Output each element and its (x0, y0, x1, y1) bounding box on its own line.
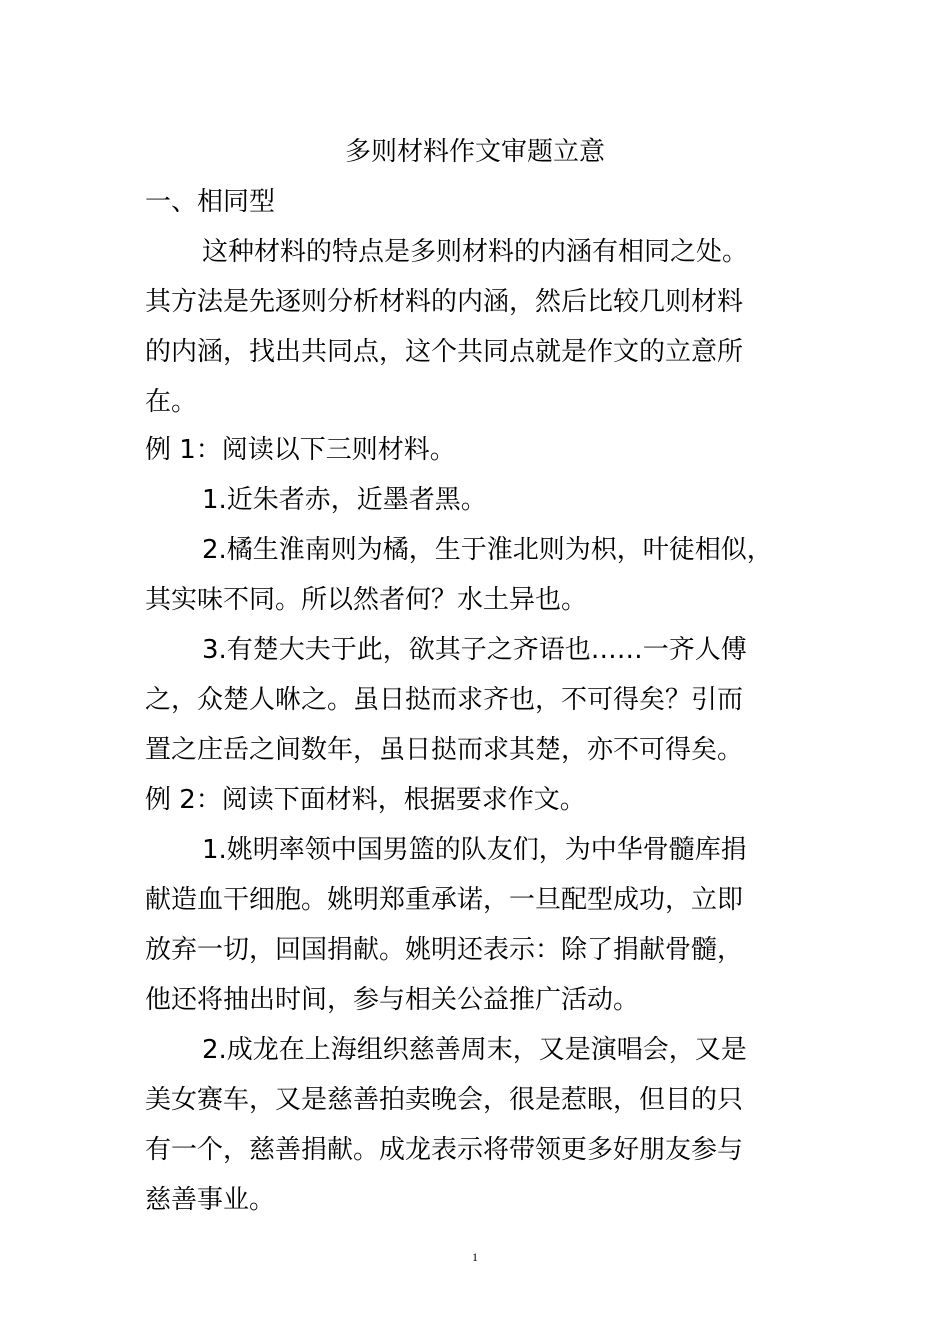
example-2-item-2-line: 有一个，慈善捐献。成龙表示将带领更多好朋友参与 (145, 1135, 744, 1165)
example-2-item-1-line: 献造血干细胞。姚明郑重承诺，一旦配型成功，立即 (145, 885, 744, 915)
example-2-item-2-line: 慈善事业。 (145, 1185, 276, 1215)
section-heading: 一、相同型 (145, 187, 276, 217)
example-1-item-3-line: 3.有楚大夫于此，欲其子之齐语也……一齐人傅 (202, 635, 747, 665)
page-number: 1 (472, 1250, 478, 1264)
example-1-item-3-line: 之，众楚人咻之。虽日挞而求齐也，不可得矣？引而 (145, 685, 744, 715)
intro-line: 在。 (145, 387, 198, 417)
example-2-item-1-line: 他还将抽出时间，参与相关公益推广活动。 (145, 985, 640, 1015)
example-2-item-2-line: 美女赛车，又是慈善拍卖晚会，很是惹眼，但目的只 (145, 1085, 744, 1115)
intro-line: 的内涵，找出共同点，这个共同点就是作文的立意所 (145, 337, 744, 367)
intro-line: 这种材料的特点是多则材料的内涵有相同之处。 (202, 237, 749, 267)
document-title: 多则材料作文审题立意 (344, 137, 605, 167)
example-1-item-2-line: 其实味不同。所以然者何？水土异也。 (145, 585, 588, 615)
example-2-item-2-line: 2.成龙在上海组织慈善周末，又是演唱会，又是 (202, 1035, 747, 1065)
example-1-item-3-line: 置之庄岳之间数年，虽日挞而求其楚，亦不可得矣。 (145, 735, 744, 765)
intro-line: 其方法是先逐则分析材料的内涵，然后比较几则材料 (145, 287, 744, 317)
example-1-item-1: 1.近朱者赤，近墨者黑。 (202, 485, 487, 515)
example-2-item-1-line: 1.姚明率领中国男篮的队友们，为中华骨髓库捐 (202, 835, 747, 865)
example-1-heading: 例 1：阅读以下三则材料。 (145, 435, 456, 465)
example-1-item-2-line: 2.橘生淮南则为橘，生于淮北则为枳，叶徒相似， (202, 535, 773, 565)
example-2-item-1-line: 放弃一切，回国捐献。姚明还表示：除了捐献骨髓， (145, 935, 744, 965)
example-2-heading: 例 2：阅读下面材料，根据要求作文。 (145, 785, 586, 815)
